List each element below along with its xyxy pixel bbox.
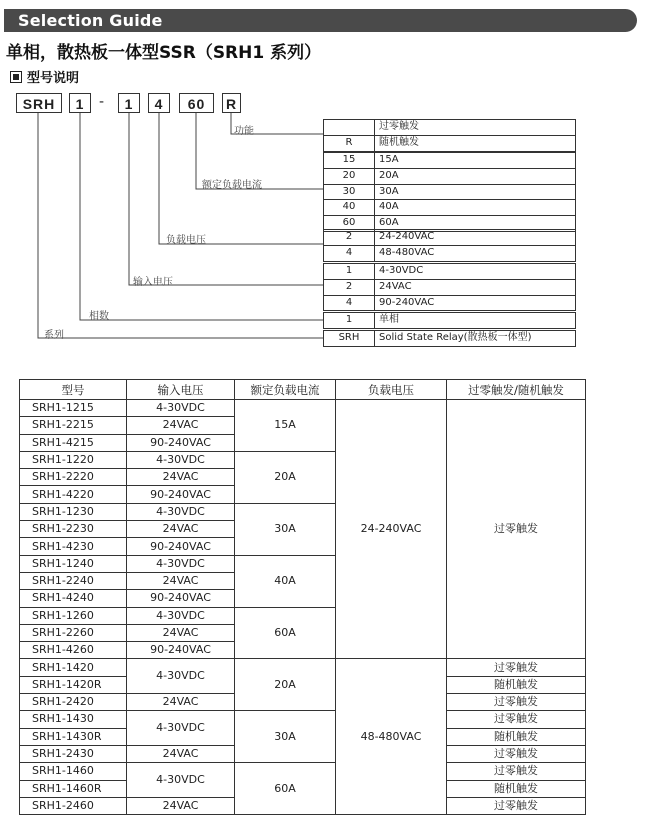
model-cell: SRH1-4220 <box>20 486 127 503</box>
option-row <box>324 185 575 201</box>
model-cell: SRH1-1240 <box>20 555 127 572</box>
input-cell: 90-240VAC <box>127 590 235 607</box>
option-value: 过零触发 <box>379 121 419 132</box>
trigger-cell: 过零触发 <box>447 763 586 780</box>
trigger-cell: 随机触发 <box>447 728 586 745</box>
input-cell: 24VAC <box>127 521 235 538</box>
model-cell: SRH1-2240 <box>20 572 127 589</box>
option-value: 15A <box>379 154 399 165</box>
code-dash: - <box>99 94 105 110</box>
current-cell: 40A <box>235 555 336 607</box>
options-series <box>323 330 576 347</box>
option-row <box>324 246 575 261</box>
option-key: 1 <box>324 264 375 279</box>
option-value: 40A <box>379 201 399 213</box>
option-value: 随机触发 <box>379 136 419 148</box>
trigger-cell: 过零触发 <box>447 659 586 676</box>
code-box-input: 1 <box>118 93 140 113</box>
current-cell: 30A <box>235 503 336 555</box>
model-cell: SRH1-1420R <box>20 676 127 693</box>
input-cell: 4-30VDC <box>127 607 235 624</box>
option-key: 20 <box>324 169 375 184</box>
column-header: 过零触发/随机触发 <box>447 380 586 400</box>
table-header-row <box>20 380 586 400</box>
option-value: 20A <box>379 169 399 181</box>
trigger-cell: 随机触发 <box>447 780 586 797</box>
input-cell: 4-30VDC <box>127 711 235 746</box>
column-header: 负载电压 <box>336 380 447 400</box>
input-cell: 90-240VAC <box>127 538 235 555</box>
current-cell: 60A <box>235 607 336 659</box>
model-cell: SRH1-2460 <box>20 797 127 814</box>
column-header: 输入电压 <box>127 380 235 400</box>
option-value: 单相 <box>379 314 399 325</box>
option-row <box>324 331 575 346</box>
input-cell: 24VAC <box>127 797 235 814</box>
label-series: 系列 <box>44 330 64 341</box>
model-cell: SRH1-2215 <box>20 417 127 434</box>
label-current: 额定负载电流 <box>202 180 262 191</box>
option-value: 60A <box>379 217 399 229</box>
column-header: 额定负载电流 <box>235 380 336 400</box>
model-cell: SRH1-2230 <box>20 521 127 538</box>
option-value: Solid State Relay(散热板一体型) <box>379 332 532 343</box>
input-cell: 24VAC <box>127 624 235 641</box>
model-cell: SRH1-4240 <box>20 590 127 607</box>
option-value: 4-30VDC <box>379 265 424 276</box>
input-cell: 4-30VDC <box>127 503 235 520</box>
code-box-current: 60 <box>179 93 214 113</box>
input-cell: 90-240VAC <box>127 486 235 503</box>
trigger-cell: 过零触发 <box>447 711 586 728</box>
model-cell: SRH1-1460 <box>20 763 127 780</box>
model-cell: SRH1-1260 <box>20 607 127 624</box>
option-key: SRH <box>324 331 375 346</box>
model-cell: SRH1-4215 <box>20 434 127 451</box>
option-value: 24-240VAC <box>379 231 435 242</box>
option-key: 40 <box>324 200 375 215</box>
option-key: 60 <box>324 216 375 231</box>
label-input-voltage: 输入电压 <box>133 277 173 288</box>
label-load-voltage: 负载电压 <box>166 235 206 246</box>
option-row <box>324 280 575 296</box>
table-row <box>20 659 586 676</box>
input-cell: 24VAC <box>127 469 235 486</box>
code-box-function: R <box>222 93 241 113</box>
option-key: 1 <box>324 313 375 328</box>
input-cell: 90-240VAC <box>127 642 235 659</box>
options-load-voltage <box>323 229 576 262</box>
current-cell: 60A <box>235 763 336 815</box>
option-key: 4 <box>324 296 375 311</box>
option-row <box>324 313 575 328</box>
option-row <box>324 169 575 185</box>
model-cell: SRH1-1430 <box>20 711 127 728</box>
option-key <box>324 120 375 135</box>
option-value: 48-480VAC <box>379 246 435 258</box>
option-key: 2 <box>324 230 375 245</box>
option-row <box>324 136 575 151</box>
input-cell: 90-240VAC <box>127 434 235 451</box>
model-cell: SRH1-4230 <box>20 538 127 555</box>
trigger-cell: 过零触发 <box>447 797 586 814</box>
option-row <box>324 200 575 216</box>
option-row <box>324 120 575 136</box>
input-cell: 24VAC <box>127 694 235 711</box>
load-voltage-cell: 24-240VAC <box>336 400 447 659</box>
trigger-cell: 过零触发 <box>447 400 586 659</box>
model-cell: SRH1-1460R <box>20 780 127 797</box>
trigger-cell: 过零触发 <box>447 745 586 762</box>
current-cell: 15A <box>235 400 336 452</box>
option-row <box>324 264 575 280</box>
model-cell: SRH1-1215 <box>20 400 127 417</box>
trigger-cell: 随机触发 <box>447 676 586 693</box>
table-row <box>20 711 586 728</box>
model-cell: SRH1-1220 <box>20 451 127 468</box>
option-key: 4 <box>324 246 375 261</box>
current-cell: 20A <box>235 659 336 711</box>
trigger-cell: 过零触发 <box>447 694 586 711</box>
model-cell: SRH1-2260 <box>20 624 127 641</box>
banner-title: Selection Guide <box>18 11 163 30</box>
page-title: 单相，散热板一体型SSR（SRH1 系列） <box>6 43 322 63</box>
current-cell: 20A <box>235 451 336 503</box>
option-key: 15 <box>324 153 375 168</box>
input-cell: 4-30VDC <box>127 451 235 468</box>
model-cell: SRH1-2430 <box>20 745 127 762</box>
option-row <box>324 153 575 169</box>
input-cell: 24VAC <box>127 745 235 762</box>
label-function: 功能 <box>234 126 254 137</box>
table-row <box>20 400 586 417</box>
option-key: R <box>324 136 375 151</box>
options-input-voltage <box>323 263 576 311</box>
input-cell: 24VAC <box>127 572 235 589</box>
code-box-phase: 1 <box>69 93 91 113</box>
model-cell: SRH1-2420 <box>20 694 127 711</box>
subheading-text: 型号说明 <box>27 71 80 86</box>
input-cell: 4-30VDC <box>127 763 235 798</box>
option-row <box>324 230 575 246</box>
model-cell: SRH1-2220 <box>20 469 127 486</box>
model-spec-table <box>19 379 586 815</box>
code-box-load-voltage: 4 <box>148 93 170 113</box>
input-cell: 4-30VDC <box>127 555 235 572</box>
model-cell: SRH1-4260 <box>20 642 127 659</box>
model-cell: SRH1-1430R <box>20 728 127 745</box>
input-cell: 4-30VDC <box>127 400 235 417</box>
load-voltage-cell: 48-480VAC <box>336 659 447 815</box>
input-cell: 24VAC <box>127 417 235 434</box>
table-row <box>20 763 586 780</box>
current-cell: 30A <box>235 711 336 763</box>
options-phase <box>323 312 576 329</box>
option-value: 24VAC <box>379 280 412 292</box>
input-cell: 4-30VDC <box>127 659 235 694</box>
column-header: 型号 <box>20 380 127 400</box>
options-current <box>323 152 576 232</box>
code-box-series: SRH <box>16 93 62 113</box>
label-phase: 相数 <box>89 311 109 322</box>
option-value: 30A <box>379 185 399 197</box>
option-key: 2 <box>324 280 375 295</box>
model-cell: SRH1-1420 <box>20 659 127 676</box>
option-key: 30 <box>324 185 375 200</box>
model-cell: SRH1-1230 <box>20 503 127 520</box>
option-row <box>324 296 575 311</box>
option-value: 90-240VAC <box>379 296 435 308</box>
options-function <box>323 119 576 152</box>
